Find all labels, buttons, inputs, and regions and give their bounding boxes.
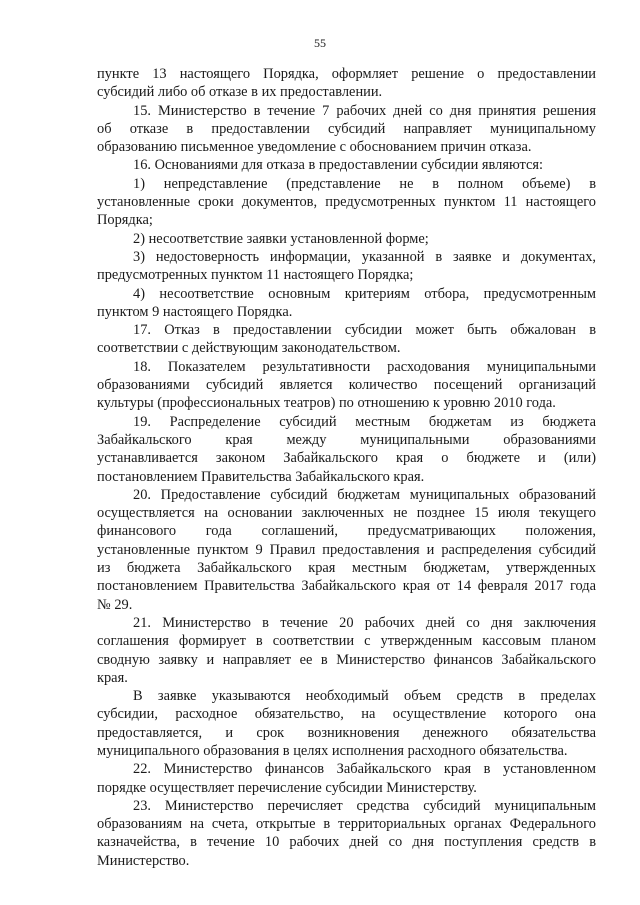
text-line: 18. Показателем результативности расходования муниципальными — [133, 358, 596, 375]
text-line: порядке осуществляет перечисление субсидии Министерству. — [97, 779, 477, 796]
paragraph — [97, 358, 596, 413]
text-line: об отказе в предоставлении субсидий направляет муниципальному — [97, 120, 596, 137]
paragraph — [97, 65, 596, 102]
text-line: Министерство. — [97, 852, 190, 869]
text-line: пунктом 9 настоящего Порядка. — [97, 303, 293, 320]
text-line: казначейства, в течение 10 рабочих дней со дня поступления средств в — [97, 834, 596, 851]
paragraph — [97, 687, 596, 760]
text-line: муниципального образования в целях исполнения расходного обязательства. — [97, 742, 568, 759]
text-line: 3) недостоверность информации, указанной в заявке и документах, — [133, 248, 596, 265]
paragraph — [97, 760, 596, 797]
text-line: 20. Предоставление субсидий бюджетам муниципальных образований — [133, 486, 596, 503]
text-line: пункте 13 настоящего Порядка, оформляет решение о предоставлении — [97, 66, 596, 82]
text-line: края. — [97, 669, 128, 686]
text-line: постановлением Правительства Забайкальского края. — [97, 468, 425, 485]
text-line: постановлением Правительства Забайкальского края от 14 февраля 2017 года — [97, 578, 596, 595]
text-line: из бюджета Забайкальского края местным бюджетам, утвержденных — [97, 560, 596, 577]
paragraph — [97, 102, 596, 157]
text-line: образованию письменное уведомление с обоснованием причин отказа. — [97, 139, 532, 156]
text-line: Забайкальского края между муниципальными образованиями — [97, 431, 596, 448]
text-line: образованиями субсидий является количество посещений организаций — [97, 377, 596, 394]
paragraph — [97, 614, 596, 687]
text-line: предоставляется, и срок возникновения денежного обязательства — [97, 724, 596, 741]
text-line: установленные сроки документов, предусмотренных пунктом 11 настоящего — [97, 194, 596, 211]
text-line: субсидии, расходное обязательство, на осуществление которого она — [97, 706, 596, 723]
text-line: Порядка; — [97, 212, 153, 229]
text-line: культуры (профессиональных театров) по отношению к уровню 2010 года. — [97, 395, 556, 412]
text-line: осуществляется на основании заключенных не позднее 15 июля текущего — [97, 505, 596, 522]
text-line: 16. Основаниями для отказа в предоставлении субсидии являются: — [133, 157, 543, 174]
text-line: установленные пунктом 9 Правил предоставления и распределения субсидий — [97, 541, 596, 558]
paragraph — [97, 486, 596, 614]
text-line: В заявке указываются необходимый объем средств в пределах — [133, 688, 596, 705]
text-line: 21. Министерство в течение 20 рабочих дней со дня заключения — [133, 614, 596, 631]
text-line: 2) несоответствие заявки установленной форме; — [133, 230, 429, 247]
text-line: соответствии с действующим законодательством. — [97, 340, 401, 357]
text-line: соглашения формирует в соответствии с утвержденным кассовым планом — [97, 633, 596, 650]
paragraph — [97, 797, 596, 870]
text-line: 4) несоответствие основным критериям отбора, предусмотренным — [133, 285, 596, 302]
text-line: устанавливается законом Забайкальского края о бюджете и (или) — [97, 450, 596, 467]
text-line: 15. Министерство в течение 7 рабочих дней со дня принятия решения — [133, 102, 596, 119]
paragraph — [97, 175, 596, 230]
text-line: № 29. — [97, 596, 133, 613]
paragraph — [97, 285, 596, 322]
paragraph — [97, 156, 596, 174]
paragraph — [97, 230, 596, 248]
page-number: 55 — [314, 36, 326, 50]
text-line: 19. Распределение субсидий местным бюджетам из бюджета — [133, 413, 596, 430]
text-line: 17. Отказ в предоставлении субсидии может быть обжалован в — [133, 322, 596, 339]
text-line: 22. Министерство финансов Забайкальского края в установленном — [133, 761, 596, 778]
text-line: 1) непредставление (представление не в полном объеме) в — [133, 175, 596, 192]
text-line: предусмотренных пунктом 11 настоящего Порядка; — [97, 267, 414, 284]
paragraph — [97, 413, 596, 486]
document-body — [97, 65, 596, 870]
text-line: сводную заявку и направляет ее в Министерство финансов Забайкальского — [97, 651, 596, 668]
paragraph — [97, 248, 596, 285]
text-line: образованиям на счета, открытые в территориальных органах Федерального — [97, 816, 596, 833]
text-line: субсидий либо об отказе в их предоставлении. — [97, 84, 383, 101]
text-line: финансового года соглашений, предусматривающих положения, — [97, 523, 596, 540]
paragraph — [97, 321, 596, 358]
text-line: 23. Министерство перечисляет средства субсидий муниципальным — [133, 797, 596, 814]
